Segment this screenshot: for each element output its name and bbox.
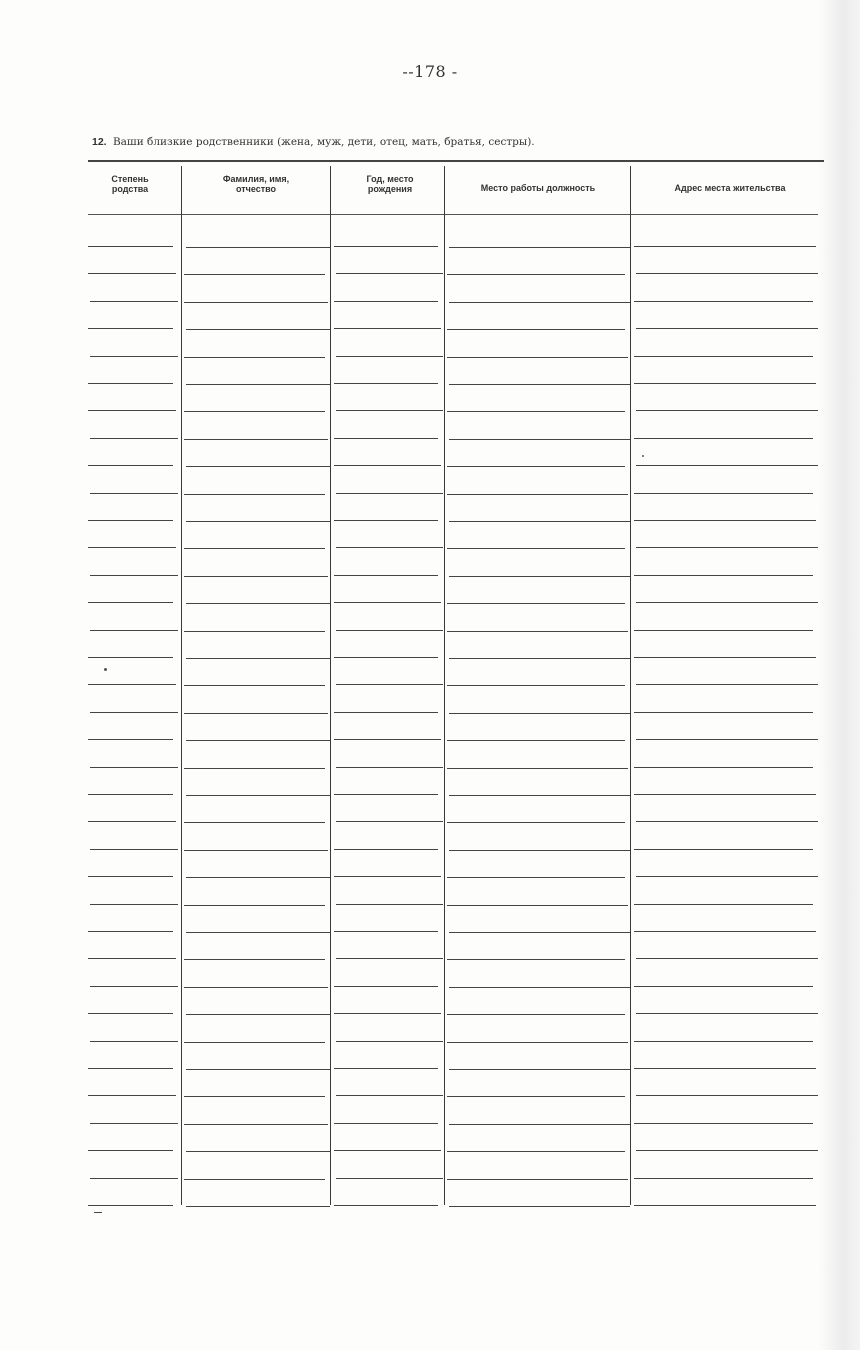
writing-line bbox=[186, 740, 330, 741]
column-header-work-line1: Место работы должность bbox=[480, 183, 596, 193]
writing-line bbox=[334, 383, 438, 384]
column-header-fullname bbox=[190, 174, 322, 194]
writing-line bbox=[186, 795, 330, 796]
writing-line bbox=[334, 1205, 438, 1206]
writing-line bbox=[634, 520, 816, 521]
writing-line bbox=[88, 465, 173, 466]
writing-line bbox=[449, 932, 630, 933]
writing-line bbox=[88, 328, 173, 329]
writing-line bbox=[334, 794, 438, 795]
writing-line bbox=[90, 849, 178, 850]
writing-line bbox=[449, 658, 630, 659]
writing-line bbox=[184, 548, 325, 549]
writing-line bbox=[449, 987, 630, 988]
writing-line bbox=[634, 1068, 816, 1069]
writing-line bbox=[449, 576, 630, 577]
column-header-relation-line2: родства bbox=[111, 184, 149, 194]
writing-line bbox=[636, 602, 818, 603]
writing-line bbox=[634, 931, 816, 932]
writing-line bbox=[334, 739, 441, 740]
writing-line bbox=[336, 1178, 443, 1179]
column-header-birth bbox=[340, 174, 440, 194]
column-divider bbox=[444, 166, 445, 1205]
writing-line bbox=[90, 301, 178, 302]
writing-line bbox=[636, 547, 818, 548]
writing-line bbox=[186, 1014, 330, 1015]
writing-line bbox=[90, 1178, 178, 1179]
writing-line bbox=[88, 684, 176, 685]
writing-line bbox=[88, 1013, 173, 1014]
writing-line bbox=[184, 494, 325, 495]
writing-line bbox=[184, 850, 328, 851]
writing-line bbox=[449, 1069, 630, 1070]
writing-line bbox=[447, 274, 625, 275]
writing-line bbox=[184, 1096, 325, 1097]
writing-line bbox=[184, 274, 325, 275]
column-header-address bbox=[640, 183, 820, 193]
writing-line bbox=[447, 685, 625, 686]
writing-line bbox=[334, 1123, 438, 1124]
writing-line bbox=[184, 905, 325, 906]
writing-line bbox=[449, 302, 630, 303]
writing-line bbox=[634, 1123, 813, 1124]
writing-line bbox=[90, 767, 178, 768]
scan-speck bbox=[642, 455, 644, 457]
writing-line bbox=[184, 959, 325, 960]
writing-line bbox=[636, 328, 818, 329]
writing-line bbox=[449, 1124, 630, 1125]
writing-line bbox=[186, 932, 330, 933]
writing-line bbox=[184, 987, 328, 988]
writing-line bbox=[184, 768, 325, 769]
writing-line bbox=[88, 657, 173, 658]
writing-line bbox=[634, 1041, 813, 1042]
writing-line bbox=[88, 876, 173, 877]
writing-line bbox=[88, 931, 173, 932]
writing-line bbox=[336, 410, 443, 411]
writing-line bbox=[634, 986, 813, 987]
writing-line bbox=[90, 438, 178, 439]
question-12 bbox=[92, 136, 535, 148]
writing-line bbox=[186, 1206, 330, 1207]
writing-line bbox=[334, 657, 438, 658]
writing-line bbox=[90, 904, 178, 905]
writing-line bbox=[88, 1095, 176, 1096]
column-divider bbox=[181, 166, 182, 1205]
writing-line bbox=[634, 1178, 813, 1179]
writing-line bbox=[634, 356, 813, 357]
writing-line bbox=[88, 410, 176, 411]
writing-line bbox=[184, 1124, 328, 1125]
writing-line bbox=[336, 630, 443, 631]
column-header-work bbox=[452, 183, 624, 193]
column-divider bbox=[630, 166, 631, 1205]
table-top-rule bbox=[88, 160, 824, 162]
writing-line bbox=[634, 794, 816, 795]
writing-line bbox=[634, 630, 813, 631]
writing-line bbox=[184, 576, 328, 577]
question-number: 12. bbox=[92, 136, 107, 148]
writing-line bbox=[634, 438, 813, 439]
writing-line bbox=[88, 602, 173, 603]
writing-line bbox=[447, 822, 625, 823]
writing-line bbox=[636, 684, 818, 685]
writing-line bbox=[184, 685, 325, 686]
writing-line bbox=[636, 273, 818, 274]
writing-line bbox=[336, 958, 443, 959]
writing-line bbox=[88, 273, 176, 274]
writing-line bbox=[447, 494, 628, 495]
writing-line bbox=[634, 575, 813, 576]
writing-line bbox=[636, 876, 818, 877]
writing-line bbox=[88, 547, 176, 548]
writing-line bbox=[334, 931, 438, 932]
column-header-fullname-line1: Фамилия, имя, bbox=[222, 174, 290, 184]
writing-line bbox=[88, 383, 173, 384]
writing-line bbox=[186, 1069, 330, 1070]
writing-line bbox=[636, 739, 818, 740]
writing-line bbox=[184, 713, 328, 714]
writing-line bbox=[334, 712, 438, 713]
writing-line bbox=[636, 465, 818, 466]
writing-line bbox=[336, 493, 443, 494]
page-number: --178 - bbox=[402, 62, 458, 81]
writing-line bbox=[88, 794, 173, 795]
writing-line bbox=[88, 958, 176, 959]
writing-line bbox=[184, 1042, 325, 1043]
writing-line bbox=[334, 301, 438, 302]
writing-line bbox=[447, 329, 625, 330]
writing-line bbox=[88, 1205, 173, 1206]
writing-line bbox=[184, 439, 328, 440]
writing-line bbox=[336, 547, 443, 548]
writing-line bbox=[90, 630, 178, 631]
writing-line bbox=[447, 877, 625, 878]
writing-line bbox=[88, 246, 173, 247]
writing-line bbox=[334, 1013, 441, 1014]
writing-line bbox=[336, 1041, 443, 1042]
writing-line bbox=[334, 986, 438, 987]
writing-line bbox=[447, 603, 625, 604]
writing-line bbox=[186, 466, 330, 467]
writing-line bbox=[184, 302, 328, 303]
writing-line bbox=[336, 684, 443, 685]
writing-line bbox=[186, 384, 330, 385]
column-header-relation-line1: Степень bbox=[111, 174, 149, 184]
header-bottom-rule bbox=[88, 214, 818, 215]
writing-line bbox=[449, 850, 630, 851]
writing-line bbox=[90, 712, 178, 713]
writing-line bbox=[447, 1042, 628, 1043]
writing-line bbox=[447, 1179, 628, 1180]
writing-line bbox=[634, 246, 816, 247]
writing-line bbox=[447, 411, 625, 412]
writing-line bbox=[334, 438, 438, 439]
writing-line bbox=[184, 1179, 325, 1180]
writing-line bbox=[634, 904, 813, 905]
writing-line bbox=[634, 849, 813, 850]
column-header-address-line1: Адрес места жительства bbox=[674, 183, 786, 193]
writing-line bbox=[449, 1206, 630, 1207]
writing-line bbox=[336, 821, 443, 822]
writing-line bbox=[186, 658, 330, 659]
writing-line bbox=[88, 1068, 173, 1069]
writing-line bbox=[186, 247, 330, 248]
column-header-relation bbox=[92, 174, 168, 194]
writing-line bbox=[447, 1096, 625, 1097]
writing-line bbox=[634, 767, 813, 768]
writing-line bbox=[88, 1150, 173, 1151]
writing-line bbox=[334, 575, 438, 576]
writing-line bbox=[186, 329, 330, 330]
writing-line bbox=[90, 1123, 178, 1124]
writing-line bbox=[184, 411, 325, 412]
writing-line bbox=[90, 575, 178, 576]
writing-line bbox=[447, 768, 628, 769]
writing-line bbox=[449, 439, 630, 440]
writing-line bbox=[449, 247, 630, 248]
writing-line bbox=[90, 986, 178, 987]
writing-line bbox=[90, 1041, 178, 1042]
writing-line bbox=[336, 1095, 443, 1096]
writing-line bbox=[334, 328, 441, 329]
writing-line bbox=[636, 1013, 818, 1014]
writing-line bbox=[449, 521, 630, 522]
writing-line bbox=[334, 849, 438, 850]
writing-line bbox=[334, 465, 441, 466]
writing-line bbox=[186, 521, 330, 522]
writing-line bbox=[88, 821, 176, 822]
writing-line bbox=[636, 958, 818, 959]
writing-line bbox=[334, 602, 441, 603]
writing-line bbox=[636, 410, 818, 411]
writing-line bbox=[336, 904, 443, 905]
writing-line bbox=[636, 821, 818, 822]
writing-line bbox=[447, 740, 625, 741]
writing-line bbox=[449, 795, 630, 796]
writing-line bbox=[334, 1150, 441, 1151]
writing-line bbox=[634, 383, 816, 384]
column-header-birth-line1: Год, место bbox=[366, 174, 414, 184]
writing-line bbox=[636, 1150, 818, 1151]
column-divider bbox=[330, 166, 331, 1205]
writing-line bbox=[336, 356, 443, 357]
question-text: Ваши близкие родственники (жена, муж, дети, отец, мать, братья, сестры). bbox=[112, 136, 535, 148]
writing-line bbox=[447, 905, 628, 906]
writing-line bbox=[184, 631, 325, 632]
writing-line bbox=[336, 767, 443, 768]
writing-line bbox=[634, 1205, 816, 1206]
writing-line bbox=[184, 822, 325, 823]
writing-line bbox=[447, 466, 625, 467]
scan-edge-shadow bbox=[818, 0, 860, 1350]
column-header-birth-line2: рождения bbox=[367, 184, 413, 194]
writing-line bbox=[634, 657, 816, 658]
writing-line bbox=[447, 357, 628, 358]
writing-line bbox=[449, 713, 630, 714]
writing-line bbox=[634, 301, 813, 302]
writing-line bbox=[186, 877, 330, 878]
writing-line bbox=[88, 520, 173, 521]
writing-line bbox=[636, 1095, 818, 1096]
scan-speck bbox=[104, 668, 107, 671]
writing-line bbox=[334, 876, 441, 877]
scan-dash bbox=[94, 1212, 102, 1213]
writing-line bbox=[334, 246, 438, 247]
writing-line bbox=[447, 959, 625, 960]
writing-line bbox=[90, 493, 178, 494]
writing-line bbox=[447, 631, 628, 632]
writing-line bbox=[90, 356, 178, 357]
column-header-fullname-line2: отчество bbox=[235, 184, 277, 194]
writing-line bbox=[447, 1151, 625, 1152]
writing-line bbox=[184, 357, 325, 358]
writing-line bbox=[186, 603, 330, 604]
writing-line bbox=[186, 1151, 330, 1152]
writing-line bbox=[447, 1014, 625, 1015]
writing-line bbox=[634, 712, 813, 713]
writing-line bbox=[88, 739, 173, 740]
writing-line bbox=[634, 493, 813, 494]
writing-line bbox=[334, 1068, 438, 1069]
writing-line bbox=[334, 520, 438, 521]
writing-line bbox=[449, 384, 630, 385]
writing-line bbox=[336, 273, 443, 274]
writing-line bbox=[447, 548, 625, 549]
